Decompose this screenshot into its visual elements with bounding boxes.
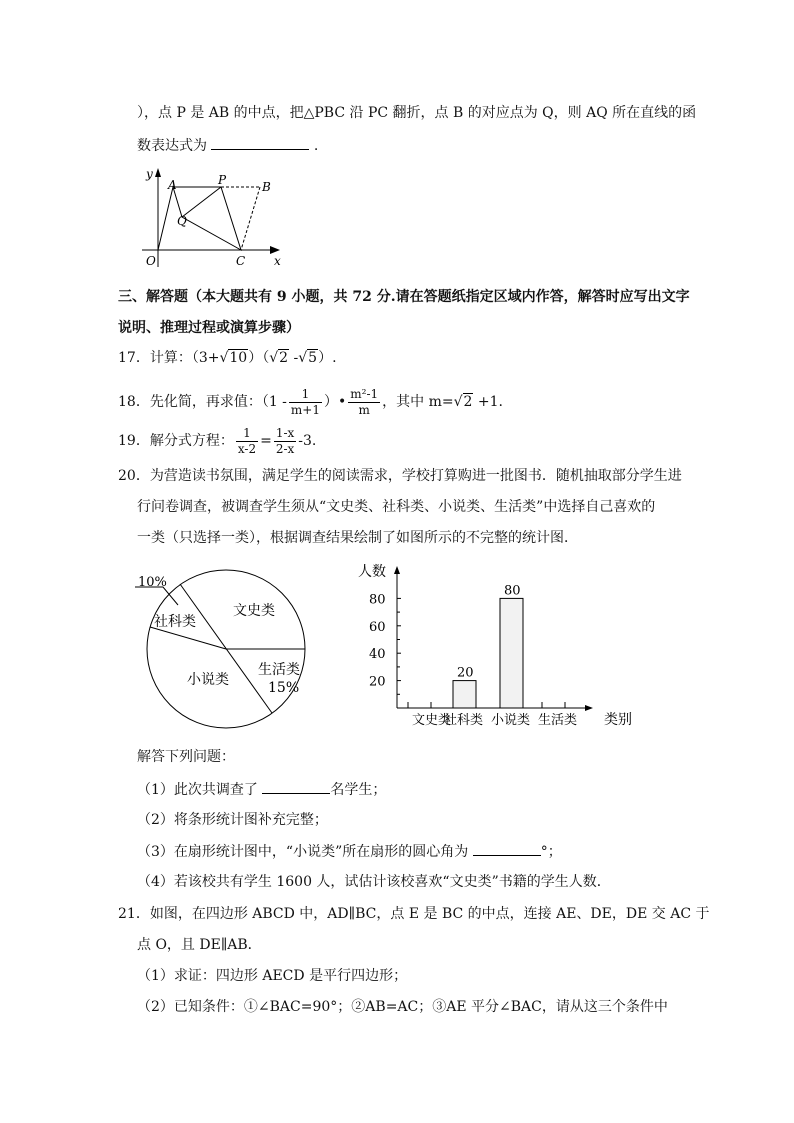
q16-line2 — [137, 135, 318, 156]
q17-radicand: 10 — [229, 350, 248, 366]
denominator: x-2 — [237, 441, 257, 456]
fraction — [348, 387, 380, 418]
q20-line2: 行问卷调查，被调查学生须从“文史类、社科类、小说类、生活类”中选择自己喜欢的 — [137, 499, 656, 515]
q18-end: +1. — [473, 394, 503, 410]
q20-sub1 — [137, 779, 386, 800]
x-category-label: 生活类 — [538, 713, 578, 728]
denominator: m — [358, 402, 370, 417]
y-tick-label: 60 — [369, 619, 386, 635]
q17-end: ）. — [318, 350, 337, 366]
q16-coordinate-figure — [140, 165, 290, 275]
bar-value-label: 80 — [504, 583, 521, 599]
point-c-label: C — [236, 254, 246, 268]
numerator: 1 — [289, 387, 322, 403]
answer-blank — [262, 779, 330, 794]
x-category-label: 社科类 — [444, 713, 484, 728]
pie-label-wenshilei: 文史类 — [233, 603, 275, 619]
q16-line1: ），点 P 是 AB 的中点，把△PBC 沿 PC 翻折，点 B 的对应点为 Q，则 AQ 所在直线的函 — [137, 105, 697, 121]
numerator: 1 — [236, 426, 258, 442]
q18-dot: ）• — [323, 394, 347, 410]
q19 — [118, 425, 316, 457]
bar-chart — [350, 558, 650, 733]
y-axis-title: 人数 — [358, 564, 386, 580]
q20-sub3-end: °； — [540, 844, 562, 860]
bar-社科类 — [453, 681, 476, 708]
point-b-label: B — [262, 180, 271, 194]
fraction — [289, 387, 322, 418]
q16-text: 数表达式为 — [137, 138, 207, 154]
denominator: 2-x — [275, 441, 295, 456]
section3-heading: 三、解答题（本大题共有 9 小题，共 72 分.请在答题纸指定区域内作答，解答时应写出文字 — [118, 289, 690, 305]
y-tick-label: 80 — [369, 592, 386, 608]
q18-radicand: 2 — [463, 394, 473, 410]
q18-mid: ，其中 m= — [382, 394, 454, 410]
q20-line1: 20．为营造读书氛围，满足学生的阅读需求，学校打算购进一批图书．随机抽取部分学生进 — [118, 468, 682, 484]
q17-prefix: 17．计算：（3+ — [118, 350, 220, 366]
y-axis-label: y — [146, 167, 153, 181]
q19-end: -3. — [298, 433, 317, 449]
pie-divider — [150, 627, 226, 649]
q20-sub3-text: （3）在扇形统计图中，“小说类”所在扇形的圆心角为 — [137, 844, 469, 860]
numerator: m²-1 — [350, 386, 379, 401]
pie-label-shekelei-pct: 10% — [138, 575, 167, 590]
q17-minus: - — [289, 350, 299, 366]
q18: 18．先化简，再求值：（1 - $\frac{1}{m+1}$ ）• $\frac{\text{m²-1}}{m}$ ，其中 m=√2 +1. — [118, 386, 503, 417]
x-axis-label: x — [274, 254, 281, 268]
q17-radicand: 2 — [279, 350, 289, 366]
answer-blank — [211, 135, 309, 150]
point-q-label: Q — [177, 214, 187, 228]
q21-line2: 点 O，且 DE∥AB． — [137, 937, 262, 953]
q20-sub4: （4）若该校共有学生 1600 人，试估计该校喜欢“文史类”书籍的学生人数． — [137, 874, 611, 890]
q19-prefix: 19．解分式方程： — [118, 433, 234, 449]
q18-prefix: 18．先化简，再求值：（1 - — [118, 394, 287, 410]
numerator: 1-x — [275, 425, 295, 440]
pie-label-shekelei: 社科类 — [154, 614, 196, 630]
x-category-label: 文史类 — [412, 713, 452, 728]
x-axis-title: 类别 — [604, 712, 632, 728]
q16-end: . — [313, 138, 319, 154]
bar-小说类 — [500, 598, 523, 708]
pie-chart — [130, 560, 330, 740]
bar-value-label: 20 — [457, 665, 474, 681]
point-o-label: O — [146, 254, 156, 268]
y-tick-label: 40 — [369, 647, 386, 663]
q17: 17．计算：（3+√10）（√2 -√5）. — [118, 350, 337, 366]
q20-sub1-end: 名学生； — [330, 782, 387, 798]
point-p-label: P — [218, 173, 227, 187]
q17-radicand: 5 — [308, 350, 318, 366]
q20-line3: 一类（只选择一类），根据调查结果绘制了如图所示的不完整的统计图． — [137, 530, 578, 546]
pie-label-xiaoshuolei: 小说类 — [187, 672, 229, 688]
section3-heading-cont: 说明、推理过程或演算步骤） — [118, 320, 300, 336]
q21-sub1: （1）求证：四边形 AECD 是平行四边形； — [137, 968, 408, 984]
fraction — [274, 426, 296, 457]
fraction — [236, 426, 258, 457]
denominator: m+1 — [290, 402, 320, 417]
point-a-label: A — [168, 178, 177, 192]
answer-blank — [473, 841, 541, 856]
q20-sub2: （2）将条形统计图补充完整； — [137, 812, 328, 828]
q21-line1: 21．如图，在四边形 ABCD 中，AD∥BC，点 E 是 BC 的中点，连接 AE、DE，DE 交 AC 于 — [118, 906, 710, 922]
q19-eq: = — [260, 433, 272, 449]
q20-sub3 — [137, 841, 562, 862]
q20-sub1-text: （1）此次共调查了 — [137, 782, 258, 798]
pie-label-shenghuolei-pct: 15% — [268, 680, 300, 696]
q17-mid: ）（ — [248, 350, 270, 366]
x-category-label: 小说类 — [491, 713, 531, 728]
y-tick-label: 20 — [369, 674, 386, 690]
pie-label-shenghuolei: 生活类 — [258, 662, 300, 678]
q21-sub2: （2）已知条件：①∠BAC=90°；②AB=AC；③AE 平分∠BAC，请从这三个条件中 — [137, 999, 668, 1015]
q20-answer-intro: 解答下列问题： — [137, 749, 235, 765]
